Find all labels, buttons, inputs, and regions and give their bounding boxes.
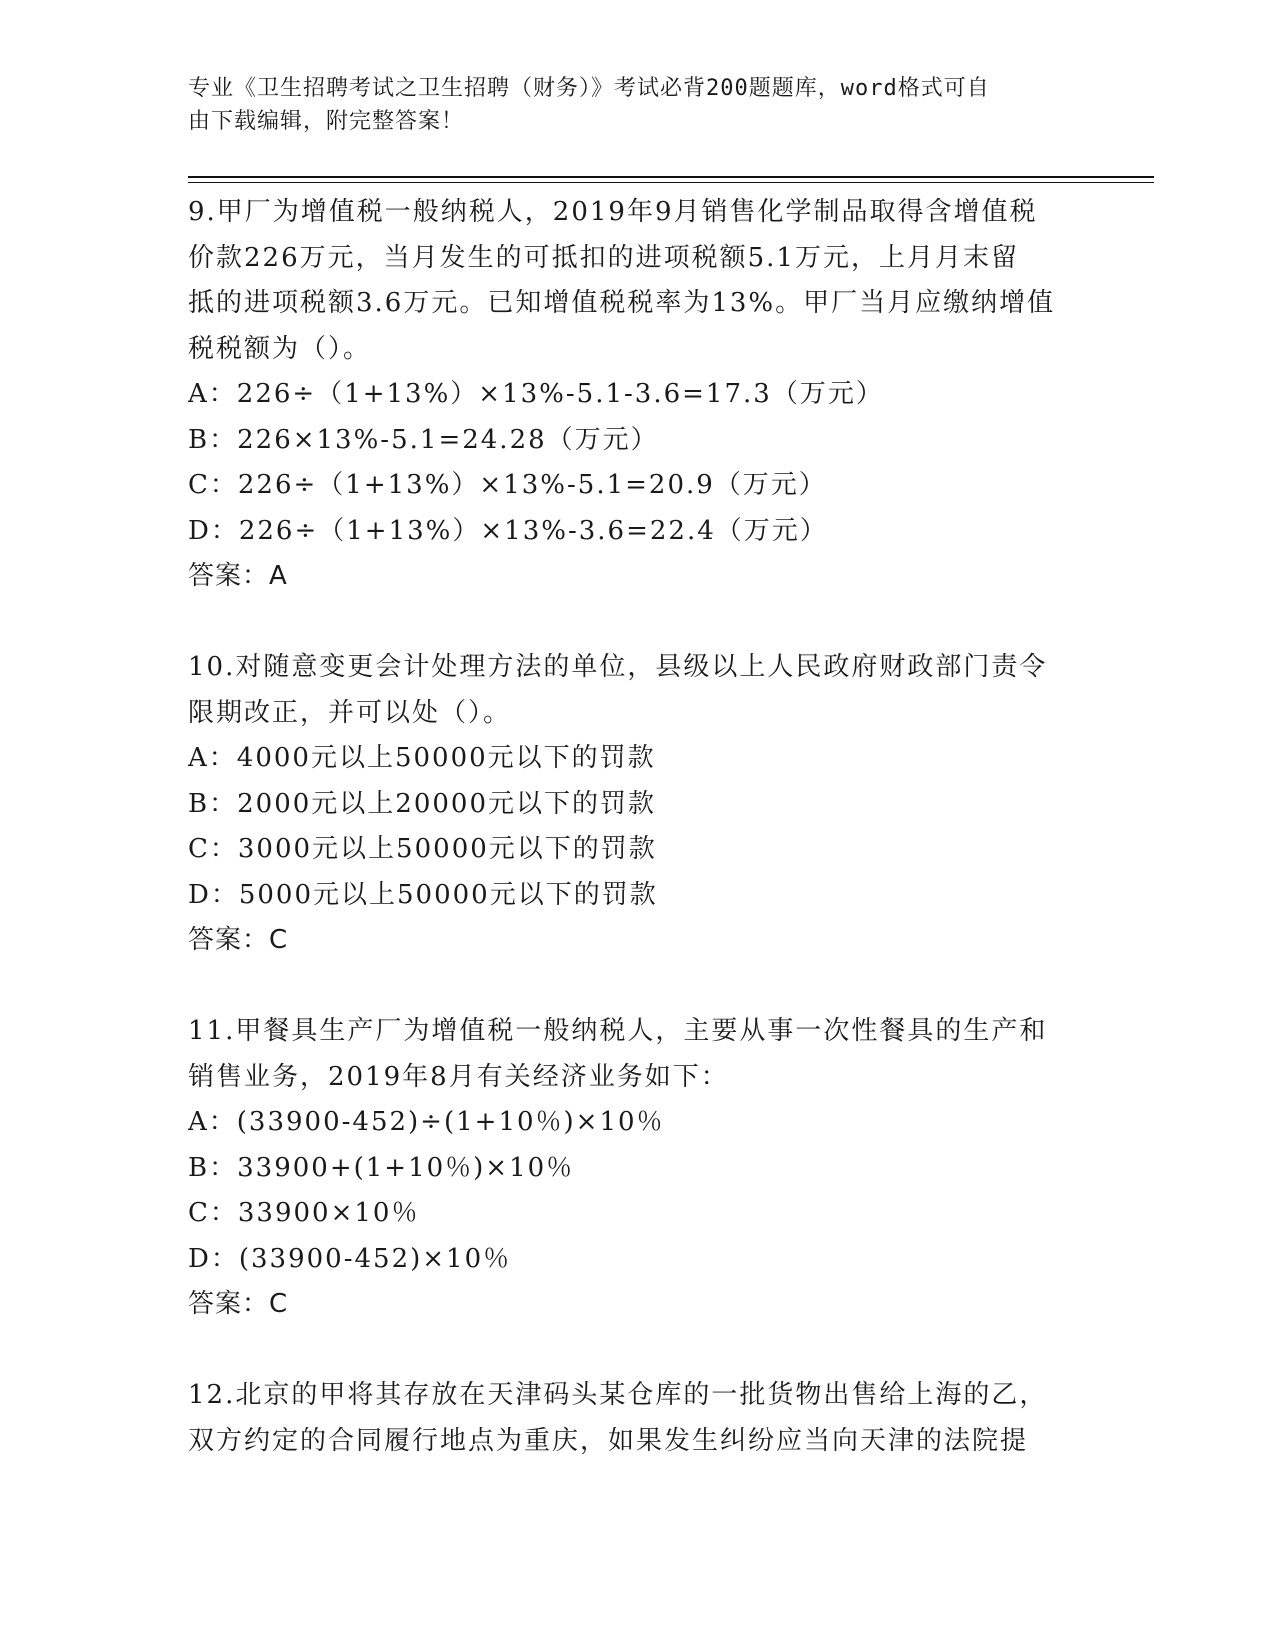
option-c: C：33900×10％ xyxy=(188,1198,420,1228)
question-text-line: 12.北京的甲将其存放在天津码头某仓库的一批货物出售给上海的乙， xyxy=(188,1380,1048,1410)
option-b: B：33900+(1+10％)×10％ xyxy=(188,1152,575,1183)
option-b: B：2000元以上20000元以下的罚款 xyxy=(188,788,656,819)
question-11 xyxy=(188,1009,1088,1328)
option-c: C：3000元以上50000元以下的罚款 xyxy=(188,834,657,864)
option-a: A：226÷（1+13%）×13%-5.1-3.6=17.3（万元） xyxy=(188,379,884,409)
question-text-line: 9.甲厂为增值税一般纳税人，2019年9月销售化学制品取得含增值税 xyxy=(188,197,1038,227)
question-text-line: 限期改正，并可以处（）。 xyxy=(188,697,512,728)
option-c: C：226÷（1+13%）×13%-5.1=20.9（万元） xyxy=(188,470,827,500)
option-a: A：4000元以上50000元以下的罚款 xyxy=(188,743,656,773)
answer-line: 答案：C xyxy=(188,925,289,955)
header-line-1: 专业《卫生招聘考试之卫生招聘（财务）》考试必背200题题库，word格式可自 xyxy=(188,76,990,101)
header-line-2: 由下载编辑，附完整答案！ xyxy=(188,109,465,134)
question-12 xyxy=(188,1373,1088,1464)
header-divider xyxy=(188,176,1154,178)
question-text-line: 销售业务，2019年8月有关经济业务如下： xyxy=(188,1061,729,1092)
question-gap xyxy=(188,964,1088,1010)
answer-line: 答案：C xyxy=(188,1289,289,1319)
option-a: A：(33900-452)÷(1+10％)×10％ xyxy=(188,1107,665,1137)
option-d: D：5000元以上50000元以下的罚款 xyxy=(188,879,658,910)
option-b: B：226×13%-5.1=24.28（万元） xyxy=(188,424,659,455)
question-text-line: 税税额为（）。 xyxy=(188,333,372,364)
question-gap xyxy=(188,1328,1088,1374)
question-9 xyxy=(188,190,1088,600)
question-text-line: 价款226万元，当月发生的可抵扣的进项税额5.1万元，上月月末留 xyxy=(188,242,1019,273)
answer-line: 答案：A xyxy=(188,561,288,591)
option-d: D：(33900-452)×10％ xyxy=(188,1243,512,1274)
question-text-line: 抵的进项税额3.6万元。已知增值税税率为13%。甲厂当月应缴纳增值 xyxy=(188,288,1056,318)
question-text-line: 双方约定的合同履行地点为重庆，如果发生纠纷应当向天津的法院提 xyxy=(188,1425,1029,1456)
question-text-line: 10.对随意变更会计处理方法的单位，县级以上人民政府财政部门责令 xyxy=(188,652,1048,682)
question-text-line: 11.甲餐具生产厂为增值税一般纳税人，主要从事一次性餐具的生产和 xyxy=(188,1016,1048,1046)
option-d: D：226÷（1+13%）×13%-3.6=22.4（万元） xyxy=(188,515,828,546)
question-gap xyxy=(188,600,1088,646)
question-10 xyxy=(188,645,1088,964)
document-header xyxy=(188,72,1068,138)
header-divider-thin xyxy=(188,182,1154,183)
question-list xyxy=(188,190,1088,1464)
